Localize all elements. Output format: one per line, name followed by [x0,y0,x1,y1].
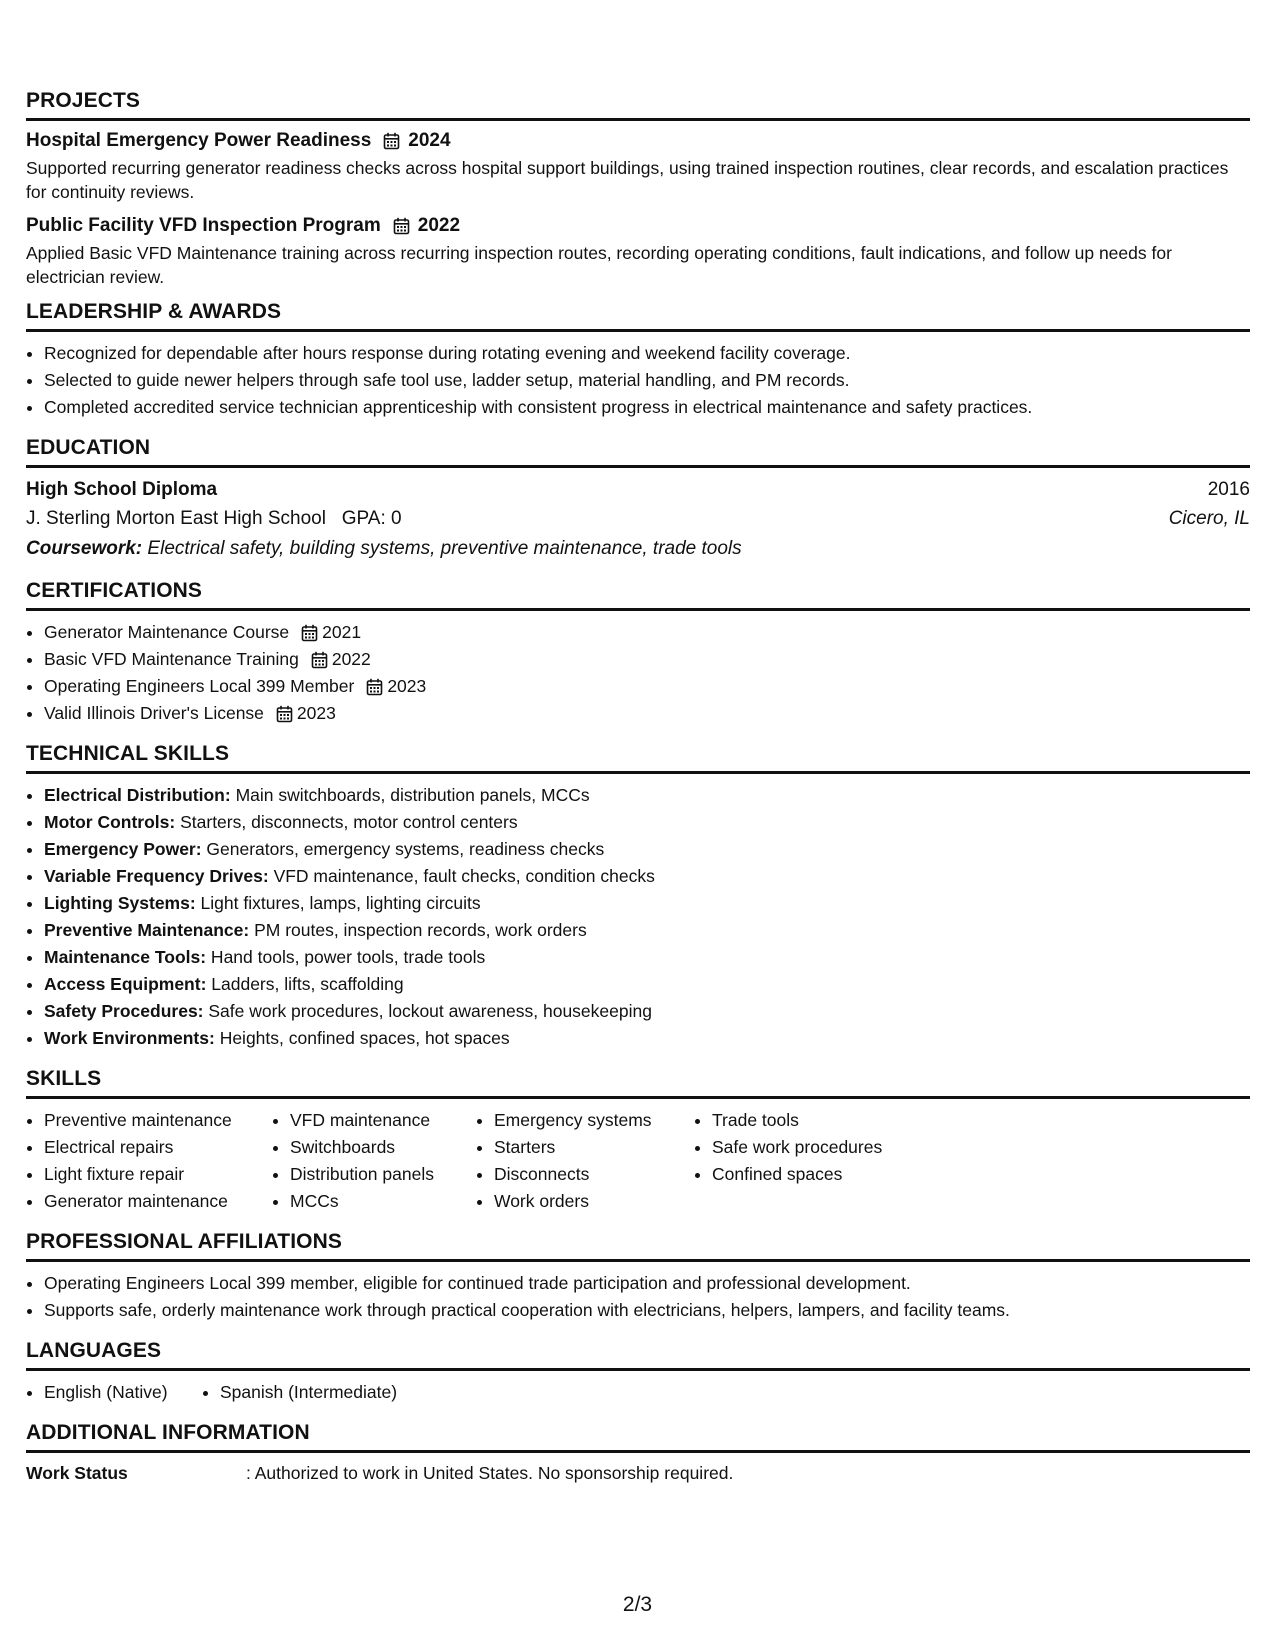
coursework-text: Electrical safety, building systems, preventive maintenance, trade tools [142,538,742,559]
certifications-section [26,578,1250,727]
certification-year: 2022 [331,649,371,669]
certification-year: 2023 [296,703,336,723]
certification-item [44,673,1250,700]
skill-item: • VFD maintenance [290,1107,476,1134]
technical-skill-item [44,998,1250,1025]
calendar-icon [383,132,400,150]
affiliations-section [26,1229,1250,1324]
skill-detail: Light fixtures, lamps, lighting circuits [195,893,481,913]
skills-column [476,1107,694,1215]
language-item: • English (Native) [44,1379,202,1406]
project-description: Applied Basic VFD Maintenance training across recurring inspection routes, recording operating conditions, fault indications, and follow up needs for electrician review. [26,243,1172,287]
skills-section [26,1066,1250,1215]
technical-skill-item [44,890,1250,917]
section-title-education: EDUCATION [26,435,1250,468]
languages-section [26,1338,1250,1406]
technical-skill-item [44,917,1250,944]
section-title-projects: PROJECTS [26,88,1250,121]
technical-skill-item [44,944,1250,971]
additional-info-section [26,1420,1250,1485]
skill-item: • Distribution panels [290,1161,476,1188]
education-section [26,435,1250,564]
skill-detail: Heights, confined spaces, hot spaces [214,1028,510,1048]
project-header [26,214,1250,238]
calendar-icon [393,217,410,235]
affiliations-list [26,1270,1250,1324]
skill-category: Lighting Systems: [44,893,196,913]
skills-column [694,1107,972,1215]
section-title-skills: SKILLS [26,1066,1250,1099]
certification-year: 2023 [387,676,427,696]
skill-category: Emergency Power: [44,839,202,859]
skill-detail: Ladders, lifts, scaffolding [206,974,404,994]
languages-row [26,1379,1250,1406]
list-item: • Completed accredited service technician apprenticeship with consistent progress in electrical maintenance and safety practices. [44,394,1250,421]
work-status-value: : Authorized to work in United States. No sponsorship required. [246,1463,734,1483]
skill-detail: Hand tools, power tools, trade tools [206,947,486,967]
technical-skill-item [44,1025,1250,1052]
work-status-label: Work Status [26,1463,128,1483]
technical-skill-item [44,782,1250,809]
skill-category: Motor Controls: [44,812,176,832]
technical-skill-item [44,971,1250,998]
certification-name: • Generator Maintenance Course [44,622,290,642]
skills-column [26,1107,272,1215]
skill-item: • Preventive maintenance [44,1107,272,1134]
skill-category: Access Equipment: [44,974,207,994]
calendar-icon [366,678,383,696]
education-school: J. Sterling Morton East High School GPA: 0 [26,508,402,529]
resume-page [26,88,1250,1495]
skill-item: • Light fixture repair [44,1161,272,1188]
skill-item: • Electrical repairs [44,1134,272,1161]
project-year: 2024 [408,130,451,151]
skill-category: Preventive Maintenance: [44,920,250,940]
skill-detail: Generators, emergency systems, readiness checks [201,839,605,859]
skill-category: Maintenance Tools: [44,947,207,967]
section-title-technical-skills: TECHNICAL SKILLS [26,741,1250,774]
section-title-certifications: CERTIFICATIONS [26,578,1250,611]
project-description: Supported recurring generator readiness checks across hospital support buildings, using trained inspection routines, clear records, and escalation practices for continuity reviews. [26,158,1229,202]
calendar-icon [311,651,328,669]
skill-category: Electrical Distribution: [44,785,231,805]
certifications-list [26,619,1250,727]
certification-year: 2021 [322,622,362,642]
certification-name: • Valid Illinois Driver's License [44,703,264,723]
language-item: • Spanish (Intermediate) [220,1379,397,1406]
skill-item: • Starters [494,1134,694,1161]
technical-skills-section [26,741,1250,1052]
skill-item: • Disconnects [494,1161,694,1188]
skill-category: Variable Frequency Drives: [44,866,269,886]
list-item: • Recognized for dependable after hours response during rotating evening and weekend facility coverage. [44,340,1250,367]
leadership-section [26,299,1250,421]
skill-item: • Safe work procedures [712,1134,972,1161]
technical-skill-item [44,836,1250,863]
skill-category: Safety Procedures: [44,1001,204,1021]
skill-category: Work Environments: [44,1028,215,1048]
skill-item: • Switchboards [290,1134,476,1161]
certification-item [44,700,1250,727]
skills-grid [26,1107,1250,1215]
section-title-languages: LANGUAGES [26,1338,1250,1371]
skills-column [272,1107,476,1215]
project-name: Public Facility VFD Inspection Program [26,215,381,236]
coursework-label: Coursework: [26,538,143,559]
certification-item [44,619,1250,646]
list-item: • Selected to guide newer helpers through safe tool use, ladder setup, material handling, and PM records. [44,367,1250,394]
certification-name: • Basic VFD Maintenance Training [44,649,299,669]
list-item: • Operating Engineers Local 399 member, eligible for continued trade participation and professional development. [44,1270,1250,1297]
education-date: 2016 [1207,479,1250,500]
section-title-affiliations: PROFESSIONAL AFFILIATIONS [26,1229,1250,1262]
language-column [202,1379,397,1406]
skill-item: • Work orders [494,1188,694,1215]
leadership-list [26,340,1250,421]
technical-skill-item [44,809,1250,836]
skill-item: • Trade tools [712,1107,972,1134]
project-name: Hospital Emergency Power Readiness [26,130,372,151]
project-year: 2022 [417,215,461,236]
education-header-row [26,476,1250,504]
education-degree: High School Diploma [26,479,218,500]
skill-detail: PM routes, inspection records, work orders [249,920,587,940]
education-coursework [26,534,1250,564]
skill-item: • Confined spaces [712,1161,972,1188]
certification-item [44,646,1250,673]
certification-name: • Operating Engineers Local 399 Member [44,676,355,696]
skill-detail: Starters, disconnects, motor control centers [175,812,518,832]
section-title-additional-info: ADDITIONAL INFORMATION [26,1420,1250,1453]
list-item: • Supports safe, orderly maintenance work through practical cooperation with electricians, helpers, lampers, and facility teams. [44,1297,1250,1324]
projects-section [26,88,1250,289]
page-number: 2/3 [622,1593,653,1616]
language-column [26,1379,202,1406]
technical-skills-list [26,782,1250,1052]
skill-detail: VFD maintenance, fault checks, condition checks [268,866,655,886]
skill-item: • Generator maintenance [44,1188,272,1215]
skill-detail: Safe work procedures, lockout awareness, housekeeping [203,1001,652,1021]
skill-item: • MCCs [290,1188,476,1215]
project-header [26,129,1250,153]
calendar-icon [276,705,293,723]
work-status-row [26,1461,1250,1485]
education-location: Cicero, IL [1168,508,1250,529]
section-title-leadership: LEADERSHIP & AWARDS [26,299,1250,332]
education-school-row [26,504,1250,534]
technical-skill-item [44,863,1250,890]
calendar-icon [301,624,318,642]
skill-detail: Main switchboards, distribution panels, MCCs [230,785,590,805]
skill-item: • Emergency systems [494,1107,694,1134]
